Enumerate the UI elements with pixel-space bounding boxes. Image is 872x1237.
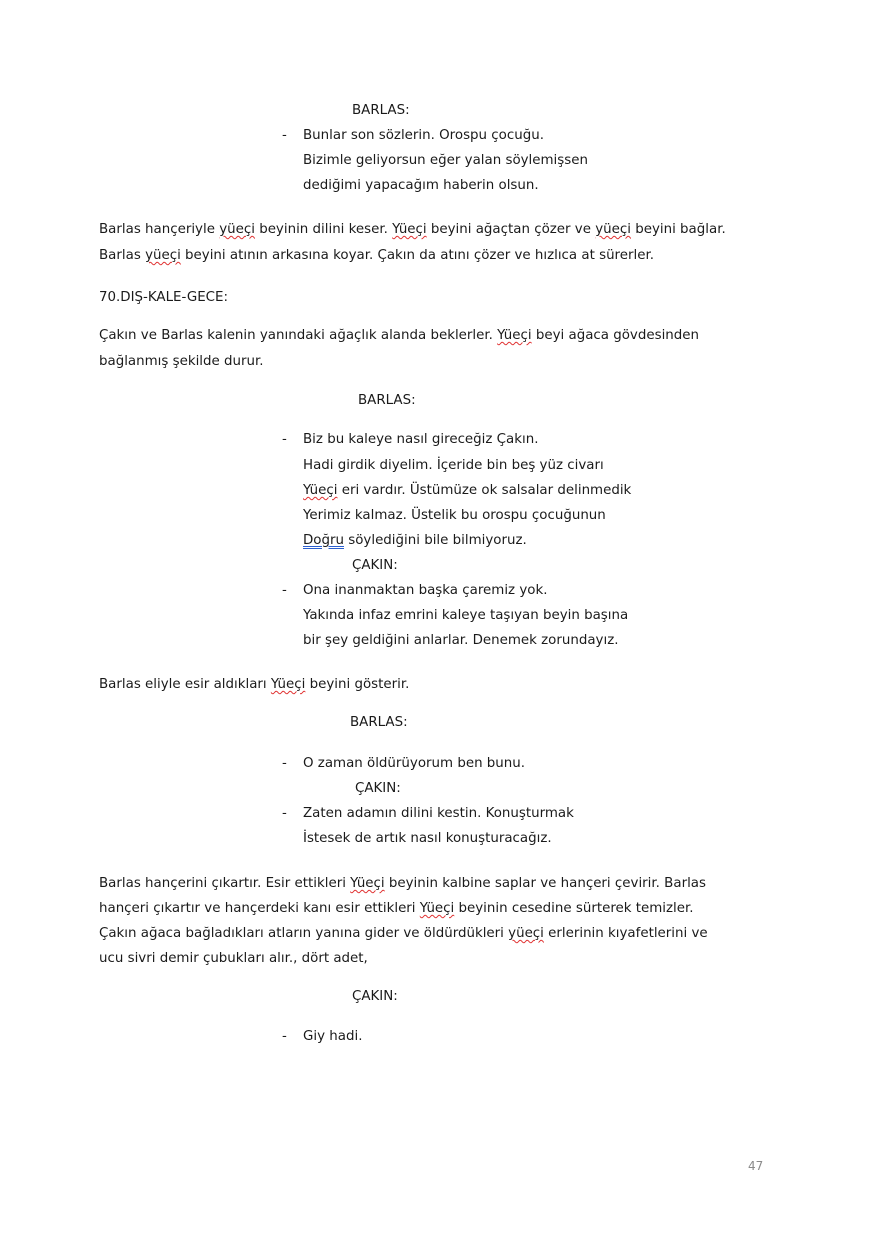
character-name: ÇAKIN: [352,558,398,573]
dialogue-dash: - [282,432,287,447]
dialogue-line: Yüeçi eri vardır. Üstümüze ok salsalar delinmedik [303,483,632,498]
action-line: Barlas hançerini çıkartır. Esir ettikleri Yüeçi beyinin kalbine saplar ve hançeri çevirir. Barlas [99,876,706,891]
scene-heading: 70.DIŞ-KALE-GECE: [99,290,228,305]
dialogue-dash: - [282,756,287,771]
dialogue-line: İstesek de artık nasıl konuşturacağız. [303,831,552,846]
dialogue-line: Bunlar son sözlerin. Orospu çocuğu. [303,128,544,143]
dialogue-line: bir şey geldiğini anlarlar. Denemek zorundayız. [303,633,619,648]
action-line: Barlas hançeriyle yüeçi beyinin dilini keser. Yüeçi beyini ağaçtan çözer ve yüeçi beyini bağlar. [99,222,726,237]
dialogue-line: Doğru söylediğini bile bilmiyoruz. [303,533,527,548]
action-line: bağlanmış şekilde durur. [99,354,264,369]
dialogue-line: O zaman öldürüyorum ben bunu. [303,756,526,771]
dialogue-line: Giy hadi. [303,1029,363,1044]
dialogue-dash: - [282,128,287,143]
dialogue-line: Hadi girdik diyelim. İçeride bin beş yüz civarı [303,458,604,473]
action-line: hançeri çıkartır ve hançerdeki kanı esir ettikleri Yüeçi beyinin cesedine sürterek temizler. [99,901,694,916]
character-name: ÇAKIN: [355,781,401,796]
dialogue-line: Bizimle geliyorsun eğer yalan söylemişsen [303,153,588,168]
character-name: BARLAS: [358,393,416,408]
page-number: 47 [748,1159,764,1173]
dialogue-line: Yakında infaz emrini kaleye taşıyan beyin başına [303,608,629,623]
dialogue-dash: - [282,806,287,821]
character-name: BARLAS: [352,103,410,118]
dialogue-line: dediğimi yapacağım haberin olsun. [303,178,539,193]
character-name: BARLAS: [350,715,408,730]
dialogue-line: Ona inanmaktan başka çaremiz yok. [303,583,548,598]
dialogue-dash: - [282,583,287,598]
action-line: Çakın ağaca bağladıkları atların yanına gider ve öldürdükleri yüeçi erlerinin kıyafetlerini ve [99,926,708,941]
dialogue-dash: - [282,1029,287,1044]
action-line: ucu sivri demir çubukları alır., dört adet, [99,951,368,966]
dialogue-line: Yerimiz kalmaz. Üstelik bu orospu çocuğunun [303,508,606,523]
action-line: Barlas eliyle esir aldıkları Yüeçi beyini gösterir. [99,677,410,692]
action-line: Barlas yüeçi beyini atının arkasına koyar. Çakın da atını çözer ve hızlıca at sürerler. [99,248,654,263]
action-line: Çakın ve Barlas kalenin yanındaki ağaçlık alanda beklerler. Yüeçi beyi ağaca gövdesinden [99,328,700,343]
dialogue-line: Biz bu kaleye nasıl gireceğiz Çakın. [303,432,539,447]
dialogue-line: Zaten adamın dilini kestin. Konuşturmak [303,806,574,821]
character-name: ÇAKIN: [352,989,398,1004]
